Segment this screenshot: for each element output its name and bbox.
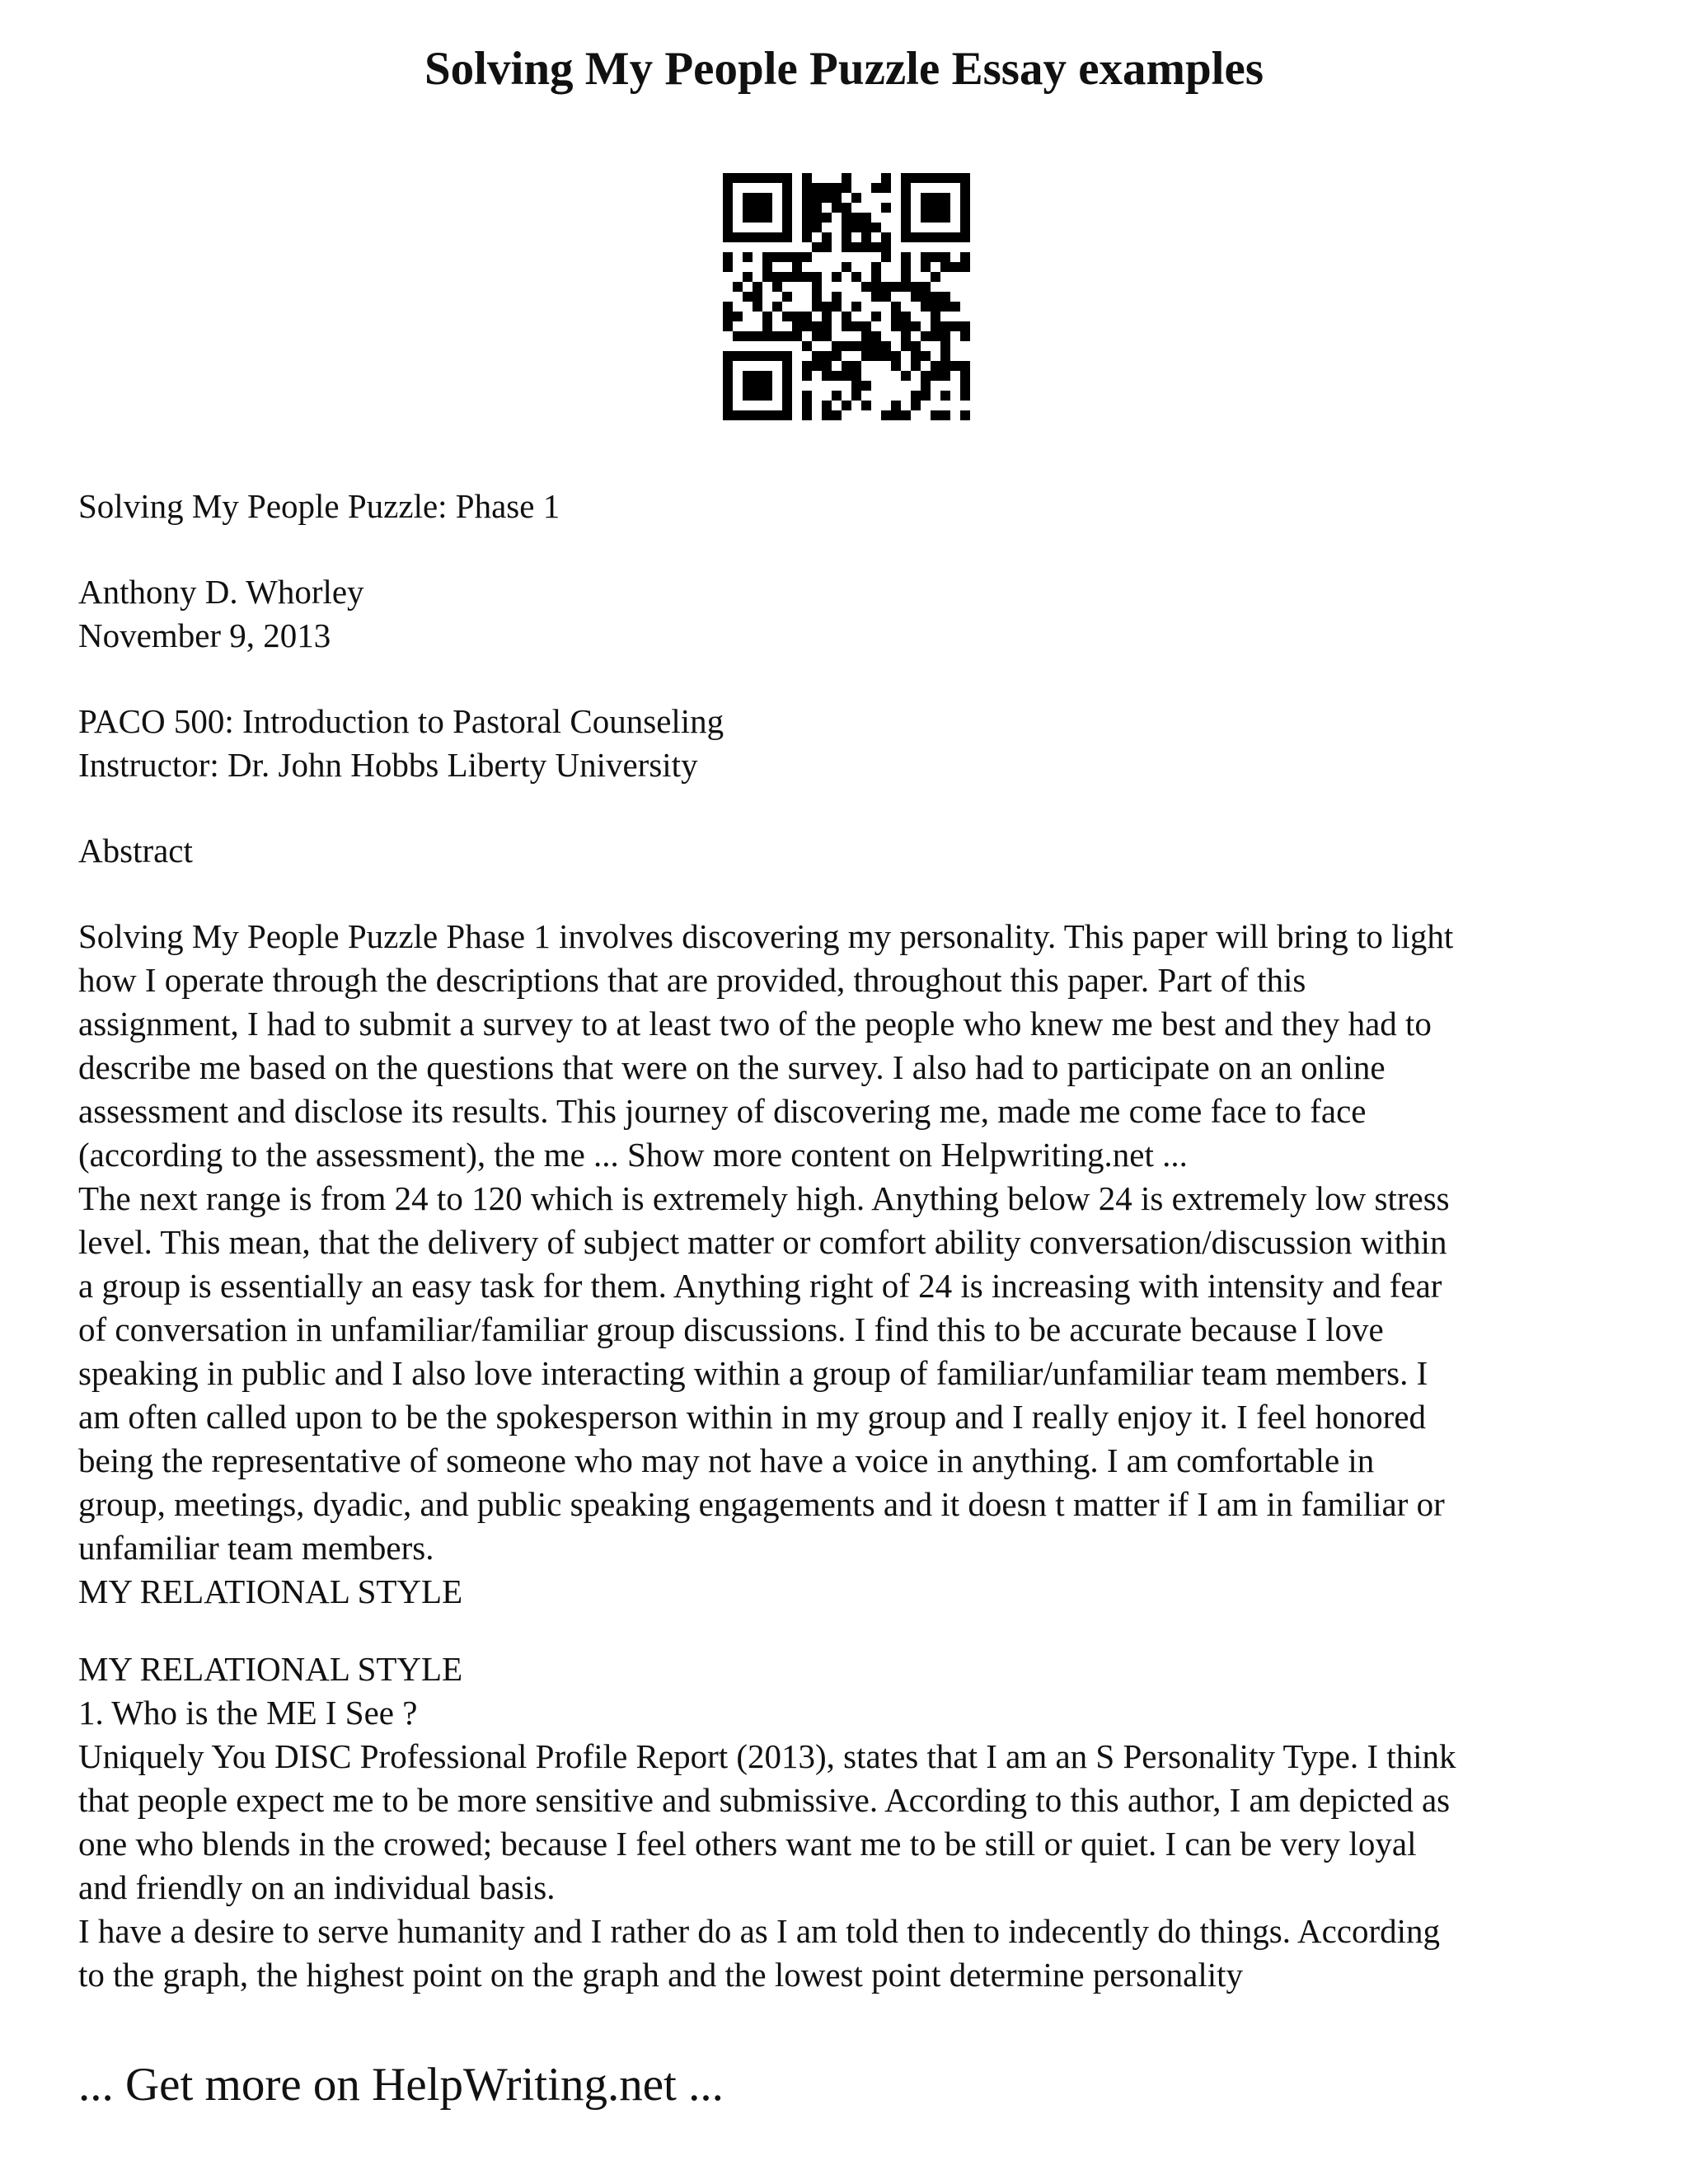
- section-line: to the graph, the highest point on the graph and the lowest point determine personality: [78, 1956, 1244, 1994]
- get-more-link[interactable]: ... Get more on HelpWriting.net ...: [78, 2059, 724, 2111]
- body-line: Solving My People Puzzle Phase 1 involves discovering my personality. This paper will bring to light: [78, 917, 1454, 955]
- body-line: (according to the assessment), the me ... Show more content on Helpwriting.net ...: [78, 1136, 1188, 1174]
- section-line: one who blends in the crowed; because I feel others want me to be still or quiet. I can be very loyal: [78, 1825, 1417, 1863]
- body-line: unfamiliar team members.: [78, 1529, 434, 1567]
- section-line: and friendly on an individual basis.: [78, 1868, 556, 1906]
- body-line: how I operate through the descriptions that are provided, throughout this paper. Part of this: [78, 961, 1306, 999]
- qr-code: [723, 173, 970, 420]
- body-line: am often called upon to be the spokesperson within in my group and I really enjoy it. I feel honored: [78, 1398, 1427, 1436]
- body-line: level. This mean, that the delivery of subject matter or comfort ability conversation/discussion within: [78, 1223, 1447, 1261]
- section-line: that people expect me to be more sensitive and submissive. According to this author, I am depicted as: [78, 1781, 1451, 1819]
- section-line: MY RELATIONAL STYLE: [78, 1650, 463, 1688]
- body-line: assessment and disclose its results. This journey of discovering me, made me come face to face: [78, 1092, 1367, 1130]
- body-line: group, meetings, dyadic, and public speaking engagements and it doesn t matter if I am in familiar or: [78, 1485, 1445, 1523]
- document-date: November 9, 2013: [78, 616, 331, 654]
- section-line: I have a desire to serve humanity and I rather do as I am told then to indecently do things. According: [78, 1912, 1441, 1950]
- body-line: of conversation in unfamiliar/familiar group discussions. I find this to be accurate because I love: [78, 1310, 1384, 1348]
- body-line: The next range is from 24 to 120 which is extremely high. Anything below 24 is extremely low stress: [78, 1179, 1450, 1217]
- phase-heading: Solving My People Puzzle: Phase 1: [78, 487, 560, 525]
- body-line: being the representative of someone who may not have a voice in anything. I am comfortable in: [78, 1441, 1375, 1479]
- body-line: speaking in public and I also love interacting within a group of familiar/unfamiliar team members. I: [78, 1354, 1428, 1392]
- body-line: assignment, I had to submit a survey to at least two of the people who knew me best and they had to: [78, 1005, 1432, 1043]
- abstract-heading: Abstract: [78, 832, 193, 869]
- body-line: a group is essentially an easy task for them. Anything right of 24 is increasing with intensity and fear: [78, 1267, 1442, 1305]
- section-line: 1. Who is the ME I See ?: [78, 1694, 418, 1732]
- body-line: MY RELATIONAL STYLE: [78, 1572, 463, 1610]
- body-line: describe me based on the questions that were on the survey. I also had to participate on an online: [78, 1048, 1386, 1086]
- document-title: Solving My People Puzzle Essay examples: [424, 43, 1264, 95]
- relational-style-section: [78, 1647, 1628, 1997]
- section-line: Uniquely You DISC Professional Profile Report (2013), states that I am an S Personality Type. I think: [78, 1737, 1456, 1775]
- author-name: Anthony D. Whorley: [78, 573, 364, 611]
- course-name: PACO 500: Introduction to Pastoral Counseling: [78, 702, 724, 740]
- abstract-body: [78, 915, 1628, 1614]
- instructor-line: Instructor: Dr. John Hobbs Liberty University: [78, 746, 698, 784]
